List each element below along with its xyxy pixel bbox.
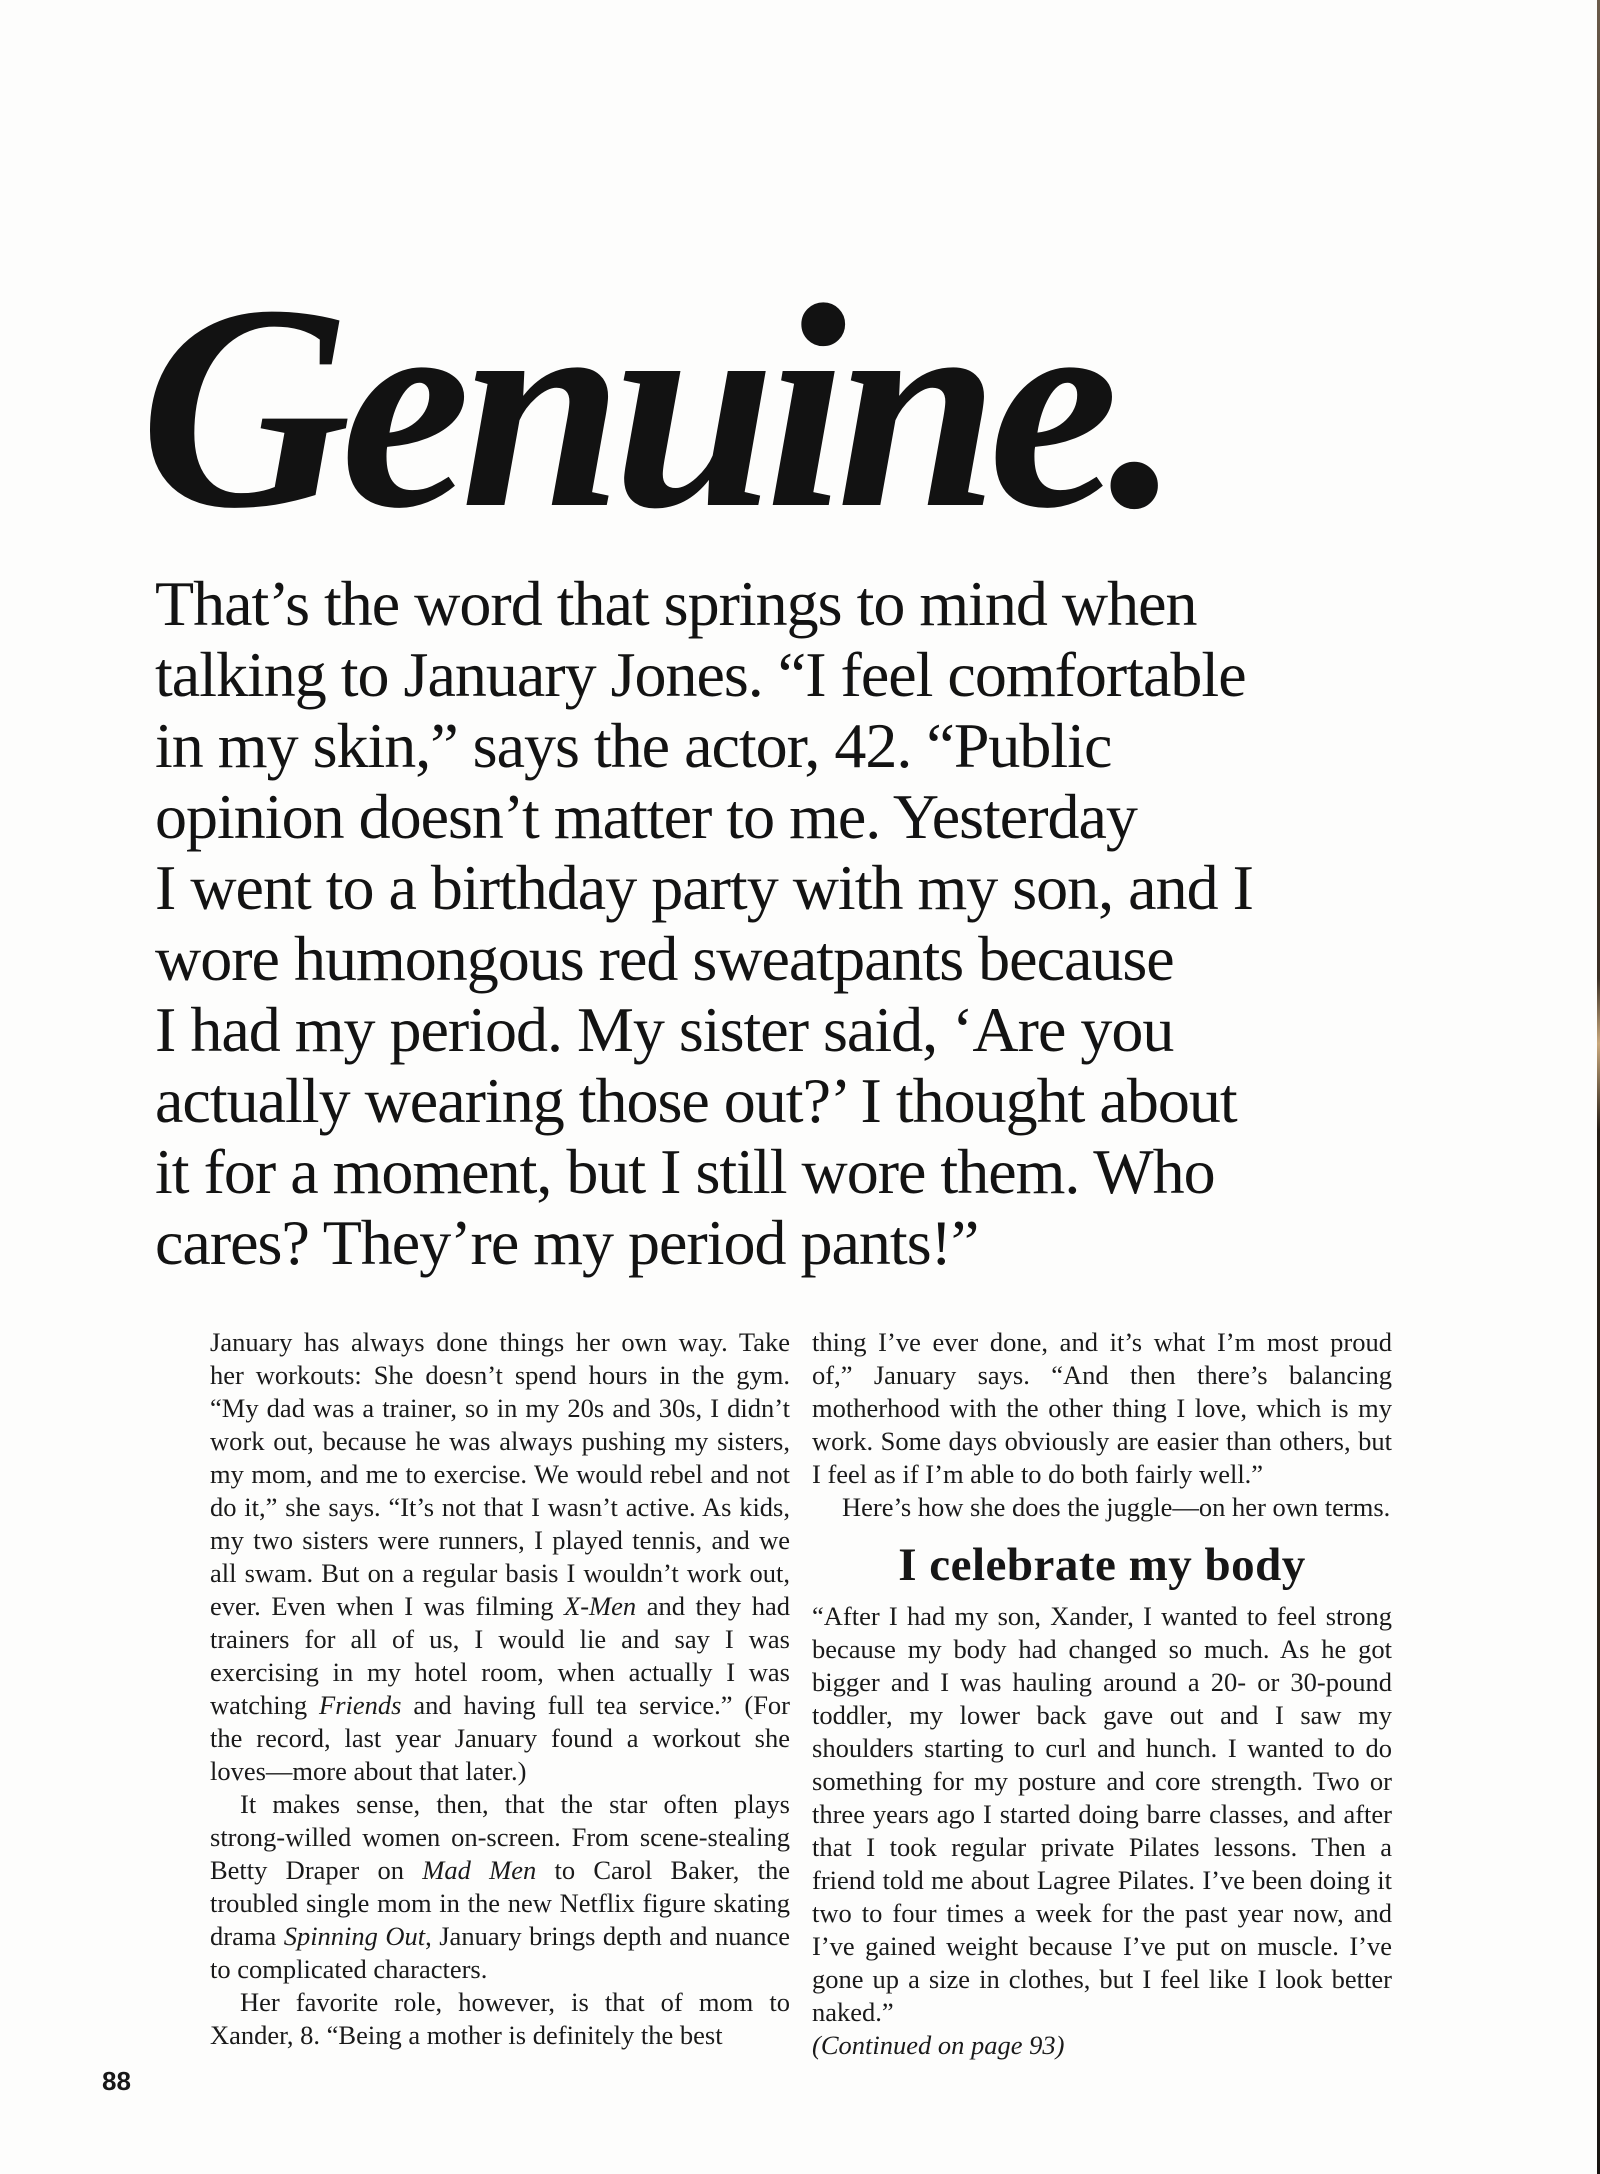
deck-line: opinion doesn’t matter to me. Yesterday xyxy=(155,781,1137,852)
deck-line: actually wearing those out?’ I thought about xyxy=(155,1065,1237,1136)
deck-line: I went to a birthday party with my son, and I xyxy=(155,852,1253,923)
deck-line: it for a moment, but I still wore them. Who xyxy=(155,1136,1215,1207)
section-subhead: I celebrate my body xyxy=(898,1539,1306,1591)
paragraph: Her favorite role, however, is that of mom to Xander, 8. “Being a mother is definitely the best xyxy=(210,1987,790,2050)
paragraph: It makes sense, then, that the star often plays strong-willed women on-screen. From scene-stealing Betty Draper on Mad Men to Carol Baker, the troubled single mom in the new Netflix figure skating drama Spinning Out, January brings depth and nuance to complicated characters. xyxy=(210,1789,790,1984)
left-column xyxy=(210,1326,790,2052)
right-column xyxy=(812,1326,1392,2062)
continued-note: (Continued on page 93) xyxy=(812,2030,1065,2061)
deck-line: in my skin,” says the actor, 42. “Public xyxy=(155,710,1112,781)
deck-line: wore humongous red sweatpants because xyxy=(155,923,1174,994)
paragraph: Here’s how she does the juggle—on her own terms. xyxy=(842,1492,1391,1522)
paragraph: January has always done things her own way. Take her workouts: She doesn’t spend hours in the gym. “My dad was a trainer, so in my 20s and 30s, I didn’t work out, because he was always pushing my sisters, my mom, and me to exercise. We would rebel and not do it,” she says. “It’s not that I wasn’t active. As kids, my two sisters were runners, I played tennis, and we all swam. But on a regular basis I wouldn’t work out, ever. Even when I was filming X-Men and they had trainers for all of us, I would lie and say I was exercising in my hotel room, when actually I was watching Friends and having full tea service.” (For the record, last year January found a workout she loves—more about that later.) xyxy=(210,1327,791,1786)
deck-line: talking to January Jones. “I feel comfortable xyxy=(155,639,1246,710)
page-number: 88 xyxy=(102,2066,131,2096)
headline: Genuine. xyxy=(140,246,1172,569)
deck-line: That’s the word that springs to mind when xyxy=(155,568,1197,639)
paragraph: thing I’ve ever done, and it’s what I’m most proud of,” January says. “And then there’s balancing motherhood with the other thing I love, which is my work. Some days obviously are easier than others, but I feel as if I’m able to do both fairly well.” xyxy=(812,1327,1392,1489)
deck xyxy=(155,568,1465,1278)
deck-line: cares? They’re my period pants!” xyxy=(155,1207,979,1278)
paragraph: “After I had my son, Xander, I wanted to feel strong because my body had changed so much. As he got bigger and I was hauling around a 20- or 30-pound toddler, my lower back gave out and I saw my shoulders starting to curl and hunch. I wanted to do something for my posture and core strength. Two or three years ago I started doing barre classes, and after that I took regular private Pilates lessons. Then a friend told me about Lagree Pilates. I’ve been doing it two to four times a week for the past year now, and I’ve gained weight because I’ve put on muscle. I’ve gone up a size in clothes, but I feel like I look better naked.” xyxy=(812,1601,1392,2028)
deck-line: I had my period. My sister said, ‘Are you xyxy=(155,994,1174,1065)
